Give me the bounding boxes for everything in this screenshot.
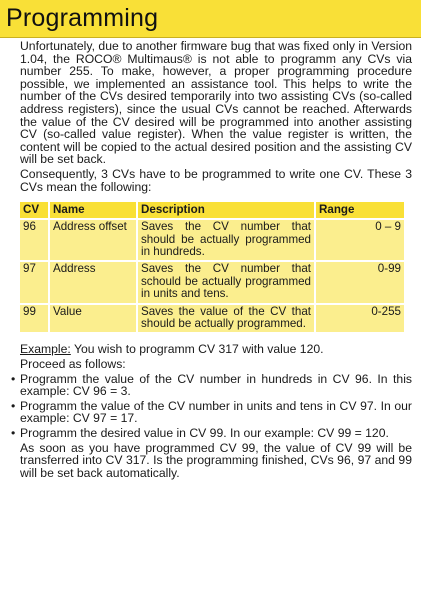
cell-cv: 97 — [20, 262, 48, 302]
page-title: Programming — [6, 4, 159, 32]
example-label: Example: — [20, 342, 71, 357]
document-body — [11, 39, 412, 480]
cell-range: 0-255 — [316, 305, 404, 333]
list-item — [11, 425, 412, 440]
step-text: Programm the desired value in CV 99. In our example: CV 99 = 120. — [20, 425, 389, 440]
example-line — [20, 343, 412, 356]
header-range: Range — [316, 202, 404, 218]
step-text: Programm the value of the CV number in units and tens in CV 97. In our example: CV 97 = 17. — [20, 398, 412, 426]
cell-name: Address — [50, 262, 136, 302]
cell-cv: 99 — [20, 305, 48, 333]
header-description: Description — [138, 202, 314, 218]
header-cv: CV — [20, 202, 48, 218]
cell-name: Address offset — [50, 220, 136, 260]
intro-paragraph-2: Consequently, 3 CVs have to be programmed to write one CV. These 3 CVs mean the following: — [20, 166, 412, 194]
proceed-line: Proceed as follows: — [20, 356, 126, 371]
cell-cv: 96 — [20, 220, 48, 260]
table-header-row — [20, 202, 404, 218]
cell-name: Value — [50, 305, 136, 333]
bullet: • — [11, 371, 16, 386]
section-header — [0, 0, 421, 38]
cell-description: Saves the CV number that schould be actually programmed in units and tens. — [138, 262, 314, 302]
table-row — [20, 220, 404, 260]
table-row — [20, 262, 404, 302]
cell-description: Saves the value of the CV that should be actually programmed. — [138, 305, 314, 333]
cell-description: Saves the CV number that should be actually programmed in hundreds. — [138, 220, 314, 260]
conclusion-paragraph: As soon as you have programmed CV 99, the value of CV 99 will be transferred into CV 317. Is the programming finished, CVs 96, 97 and 99 will be set back automatically. — [20, 440, 412, 480]
intro-paragraph-1: Unfortunately, due to another firmware bug that was fixed only in Version 1.04, the ROCO® Multimaus® is not able to programm any CVs via number 255. To make, however, a proper programming procedure possible, we implemented an assistance tool. This helps to write the number of the CVs desired temporarily into two assisting CVs (so-called address registers), since the usual CVs cannot be reached. Afterwards the value of the CV desired will be programmed into another assisting CV (so-called value register). When the value register is written, the content will be copied to the actual desired position and the assisting CV will be set back. — [20, 39, 412, 167]
cv-table — [18, 200, 406, 334]
cell-range: 0-99 — [316, 262, 404, 302]
example-text: You wish to programm CV 317 with value 120. — [70, 342, 324, 357]
list-item — [11, 398, 412, 426]
step-text: Programm the value of the CV number in hundreds in CV 96. In this example: CV 96 = 3. — [20, 371, 412, 399]
bullet: • — [11, 398, 16, 413]
table-row — [20, 305, 404, 333]
header-name: Name — [50, 202, 136, 218]
list-item — [11, 371, 412, 399]
steps-list — [11, 371, 412, 440]
cell-range: 0 – 9 — [316, 220, 404, 260]
bullet: • — [11, 425, 16, 440]
